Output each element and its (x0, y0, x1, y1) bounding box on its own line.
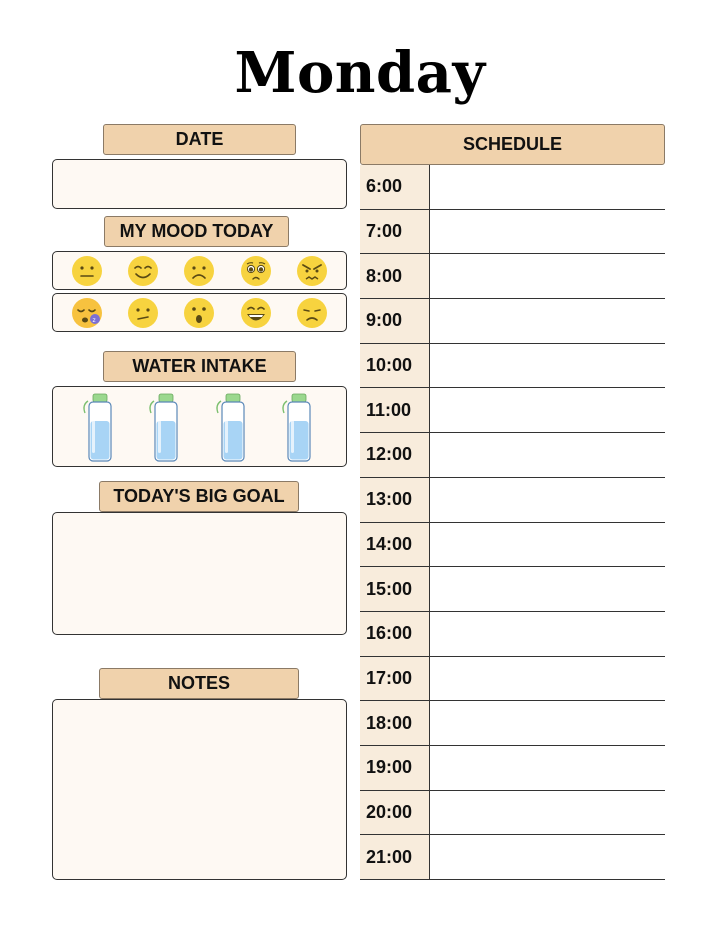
schedule-row (360, 299, 665, 344)
schedule-row (360, 835, 665, 880)
schedule-slot-field[interactable] (430, 701, 665, 745)
schedule-slot-field[interactable] (430, 791, 665, 835)
schedule-row (360, 254, 665, 299)
schedule-row (360, 612, 665, 657)
notes-label: NOTES (99, 668, 299, 699)
sleepy-face-icon[interactable] (71, 297, 103, 329)
schedule-row (360, 746, 665, 791)
schedule-time: 6:00 (360, 165, 430, 209)
schedule-slot-field[interactable] (430, 478, 665, 522)
schedule-time: 21:00 (360, 835, 430, 879)
schedule-time: 9:00 (360, 299, 430, 343)
schedule-time: 20:00 (360, 791, 430, 835)
schedule-list (360, 165, 665, 880)
schedule-time: 8:00 (360, 254, 430, 298)
schedule-time: 17:00 (360, 657, 430, 701)
schedule-slot-field[interactable] (430, 210, 665, 254)
sad-face-icon[interactable] (296, 297, 328, 329)
schedule-slot-field[interactable] (430, 612, 665, 656)
page-title: Monday (234, 40, 486, 106)
schedule-slot-field[interactable] (430, 344, 665, 388)
schedule-slot-field[interactable] (430, 835, 665, 879)
schedule-time: 19:00 (360, 746, 430, 790)
schedule-time: 11:00 (360, 388, 430, 432)
schedule-row (360, 523, 665, 568)
goal-field[interactable] (52, 512, 347, 635)
smiling-face-icon[interactable] (127, 255, 159, 287)
notes-field[interactable] (52, 699, 347, 880)
pleading-face-icon[interactable] (240, 255, 272, 287)
date-label: DATE (103, 124, 296, 155)
mood-row-2 (52, 293, 347, 332)
svg-text:z: z (92, 316, 96, 324)
schedule-label: SCHEDULE (360, 124, 665, 165)
schedule-time: 16:00 (360, 612, 430, 656)
water-bottle-icon[interactable] (279, 391, 319, 463)
schedule-row (360, 657, 665, 702)
date-field[interactable] (52, 159, 347, 209)
schedule-slot-field[interactable] (430, 657, 665, 701)
schedule-slot-field[interactable] (430, 165, 665, 209)
water-label: WATER INTAKE (103, 351, 296, 382)
neutral-face-icon[interactable] (71, 255, 103, 287)
schedule-row (360, 210, 665, 255)
angry-face-icon[interactable] (296, 255, 328, 287)
schedule-slot-field[interactable] (430, 567, 665, 611)
grinning-face-icon[interactable] (240, 297, 272, 329)
schedule-time: 10:00 (360, 344, 430, 388)
schedule-row (360, 165, 665, 210)
schedule-slot-field[interactable] (430, 433, 665, 477)
schedule-row (360, 478, 665, 523)
surprised-face-icon[interactable] (183, 297, 215, 329)
schedule-slot-field[interactable] (430, 299, 665, 343)
schedule-row (360, 791, 665, 836)
mood-label: MY MOOD TODAY (104, 216, 289, 247)
schedule-time: 7:00 (360, 210, 430, 254)
water-bottle-icon[interactable] (213, 391, 253, 463)
schedule-time: 14:00 (360, 523, 430, 567)
schedule-row (360, 701, 665, 746)
schedule-row (360, 433, 665, 478)
schedule-slot-field[interactable] (430, 523, 665, 567)
water-tracker (52, 386, 347, 467)
schedule-slot-field[interactable] (430, 388, 665, 432)
schedule-time: 13:00 (360, 478, 430, 522)
schedule-slot-field[interactable] (430, 254, 665, 298)
schedule-time: 18:00 (360, 701, 430, 745)
mood-row-1 (52, 251, 347, 290)
water-bottle-icon[interactable] (80, 391, 120, 463)
schedule-row (360, 567, 665, 612)
schedule-time: 15:00 (360, 567, 430, 611)
water-bottle-icon[interactable] (146, 391, 186, 463)
schedule-row (360, 344, 665, 389)
schedule-slot-field[interactable] (430, 746, 665, 790)
frowning-face-icon[interactable] (183, 255, 215, 287)
confused-face-icon[interactable] (127, 297, 159, 329)
goal-label: TODAY'S BIG GOAL (99, 481, 299, 512)
schedule-time: 12:00 (360, 433, 430, 477)
schedule-row (360, 388, 665, 433)
